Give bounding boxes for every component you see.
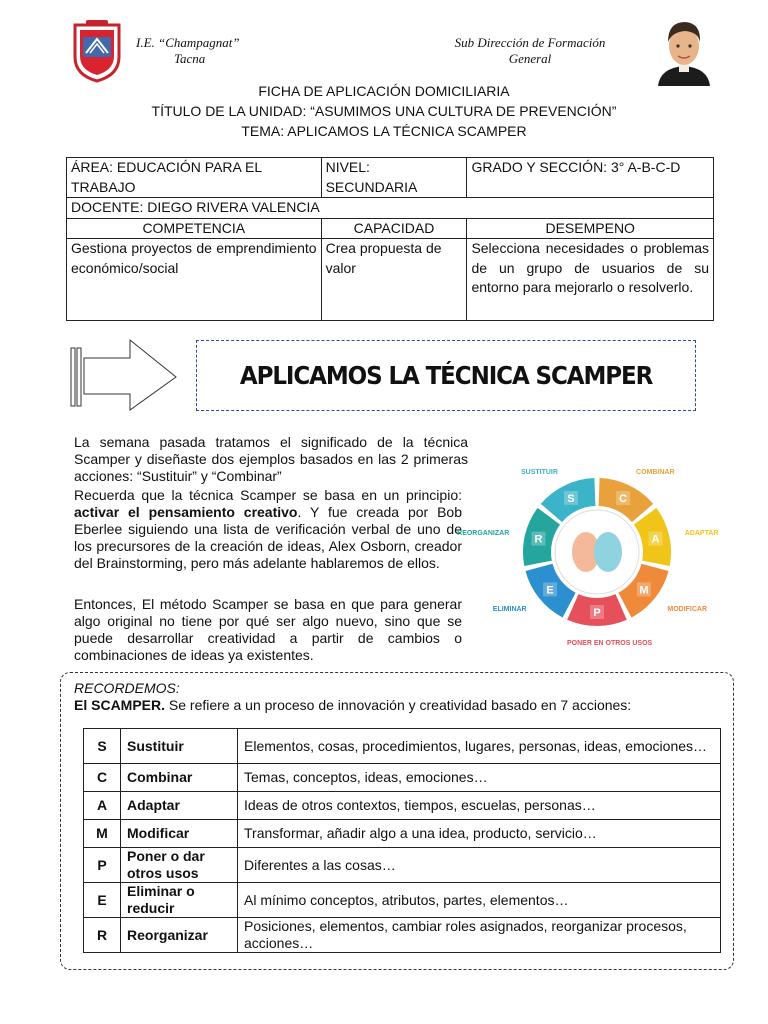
action-name: Modificar bbox=[121, 820, 238, 848]
scamper-definition: Se refiere a un proceso de innovación y creatividad basado en 7 acciones: bbox=[165, 697, 632, 713]
intro-paragraph-2 bbox=[74, 487, 462, 572]
action-description: Ideas de otros contextos, tiempos, escuelas, personas… bbox=[238, 792, 721, 820]
founder-portrait bbox=[654, 12, 714, 86]
wheel-letter: S bbox=[567, 492, 575, 505]
wheel-letter: P bbox=[593, 607, 601, 619]
teacher-cell: DOCENTE: DIEGO RIVERA VALENCIA bbox=[67, 198, 714, 219]
action-letter: C bbox=[84, 764, 121, 792]
action-letter: E bbox=[84, 883, 121, 918]
action-name: Combinar bbox=[121, 764, 238, 792]
arrow-icon bbox=[70, 338, 180, 412]
action-name: Eliminar o reducir bbox=[121, 883, 238, 918]
brain-right-half bbox=[594, 532, 622, 572]
p2-bold: activar el pensamiento creativo bbox=[74, 504, 298, 520]
table-row bbox=[84, 883, 721, 918]
wheel-outer-label: SUSTITUIR bbox=[520, 468, 558, 476]
sheet-title: FICHA DE APLICACIÓN DOMICILIARIA bbox=[258, 83, 510, 99]
p2-text-b: . Y fue creada por Bob Eberlee siguiendo una lista de verificación verbal de uno de los precursores de la creación de ideas, Alex Osborn, creador del Brainstorming, pero más adelante hablaremos de ellos. bbox=[74, 504, 462, 571]
action-name: Reorganizar bbox=[121, 918, 238, 953]
table-row bbox=[84, 848, 721, 883]
table-row bbox=[67, 198, 714, 219]
area-cell: ÁREA: EDUCACIÓN PARA EL TRABAJO bbox=[67, 158, 322, 198]
intro-text: La semana pasada tratamos el significado de la técnica Scamper y diseñaste dos ejemplos basados en las 2 primeras acciones: “Sustituir” y “Combinar” bbox=[74, 434, 468, 484]
action-letter: P bbox=[84, 848, 121, 883]
action-letter: R bbox=[84, 918, 121, 953]
wheel-letter: R bbox=[534, 533, 543, 546]
action-description: Transformar, añadir algo a una idea, producto, servicio… bbox=[238, 820, 721, 848]
wheel-outer-label: ELIMINAR bbox=[492, 606, 527, 614]
action-description: Elementos, cosas, procedimientos, lugares, personas, ideas, emociones… bbox=[238, 729, 721, 764]
recordemos-lead bbox=[74, 697, 714, 714]
wheel-outer-label: REORGANIZAR bbox=[457, 529, 510, 537]
action-letter: S bbox=[84, 729, 121, 764]
wheel-letter: M bbox=[639, 584, 649, 597]
action-name: Sustituir bbox=[121, 729, 238, 764]
table-row bbox=[84, 729, 721, 764]
scamper-wheel-diagram bbox=[457, 462, 730, 648]
topic-title: TEMA: APLICAMOS LA TÉCNICA SCAMPER bbox=[241, 123, 527, 139]
action-description: Diferentes a las cosas… bbox=[238, 848, 721, 883]
level-cell: NIVEL: SECUNDARIA bbox=[321, 158, 467, 198]
table-row bbox=[67, 158, 714, 198]
action-name: Adaptar bbox=[121, 792, 238, 820]
capacidad-cell: Crea propuesta de valor bbox=[321, 239, 467, 321]
desempeno-header: DESEMPENO bbox=[467, 218, 714, 239]
action-description: Posiciones, elementos, cambiar roles asignados, reorganizar procesos, acciones… bbox=[238, 918, 721, 953]
wheel-letter: E bbox=[546, 584, 554, 597]
wheel-outer-label: ADAPTAR bbox=[684, 529, 719, 537]
action-letter: M bbox=[84, 820, 121, 848]
desempeno-cell: Selecciona necesidades o problemas de un grupo de usuarios de su entorno para mejorarlo o resolverlo. bbox=[467, 239, 714, 321]
competencia-header: COMPETENCIA bbox=[67, 218, 322, 239]
action-description: Temas, conceptos, ideas, emociones… bbox=[238, 764, 721, 792]
table-header-row bbox=[67, 218, 714, 239]
school-name: I.E. “Champagnat” bbox=[136, 35, 240, 50]
grade-section-cell: GRADO Y SECCIÓN: 3° A-B-C-D bbox=[467, 158, 714, 198]
table-row bbox=[67, 239, 714, 321]
school-crest-logo bbox=[72, 17, 122, 83]
table-row bbox=[84, 792, 721, 820]
p2-text-a: Recuerda que la técnica Scamper se basa en un principio: bbox=[74, 487, 462, 503]
wheel-letter: C bbox=[619, 492, 628, 505]
table-row bbox=[84, 820, 721, 848]
scamper-actions-table bbox=[83, 728, 721, 953]
wheel-outer-label: MODIFICAR bbox=[667, 606, 708, 614]
course-info-table bbox=[66, 157, 714, 321]
scamper-term: El SCAMPER. bbox=[74, 697, 166, 713]
action-description: Al mínimo conceptos, atributos, partes, elementos… bbox=[238, 883, 721, 918]
banner-title: APLICAMOS LA TÉCNICA SCAMPER bbox=[239, 361, 653, 390]
table-row bbox=[84, 918, 721, 953]
wheel-letter: A bbox=[651, 533, 660, 546]
intro-paragraph-3: Entonces, El método Scamper se basa en que para generar algo original no tiene por qué ser algo nuevo, sino que se puede desarrollar creatividad a partir de cambios o combinaciones de ideas ya existentes. bbox=[74, 596, 462, 663]
department-line-1: Sub Dirección de Formación bbox=[454, 35, 606, 50]
department-line-2: General bbox=[508, 51, 552, 66]
recordemos-heading: RECORDEMOS: bbox=[74, 680, 180, 696]
wheel-outer-label: PONER EN OTROS USOS bbox=[567, 640, 653, 647]
table-row bbox=[84, 764, 721, 792]
wheel-outer-label: COMBINAR bbox=[636, 468, 675, 476]
school-city: Tacna bbox=[174, 51, 206, 66]
action-name: Poner o dar otros usos bbox=[121, 848, 238, 883]
banner-box bbox=[196, 340, 696, 411]
action-letter: A bbox=[84, 792, 121, 820]
capacidad-header: CAPACIDAD bbox=[321, 218, 467, 239]
unit-title: TÍTULO DE LA UNIDAD: “ASUMIMOS UNA CULTURA DE PREVENCIÓN” bbox=[151, 103, 617, 119]
competencia-cell: Gestiona proyectos de emprendimiento económico/social bbox=[67, 239, 322, 321]
